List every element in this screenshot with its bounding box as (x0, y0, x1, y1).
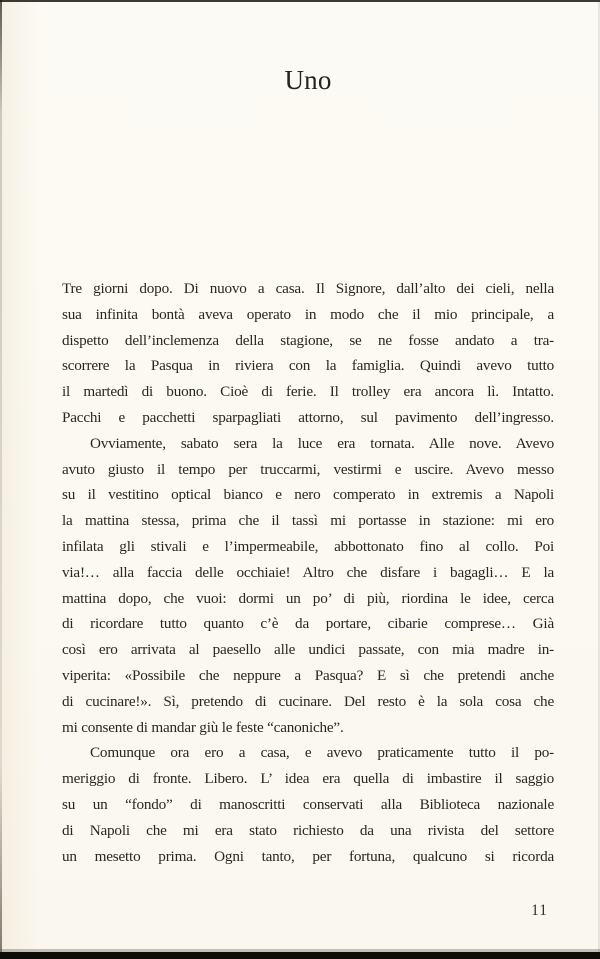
page-scan-tint (0, 0, 40, 959)
text-line: infilata gli stivali e l’impermeabile, abbottonato fino al collo. Poi (62, 537, 554, 555)
text-line: di cucinare!». Sì, pretendo di cucinare. Del resto è la sola cosa che (62, 692, 554, 710)
text-line: dispetto dell’inclemenza della stagione, se ne fosse andato a tra- (62, 331, 554, 349)
chapter-title: Uno (284, 65, 332, 95)
text-line: via!… alla faccia delle occhiaie! Altro che disfare i bagagli… E la (62, 563, 554, 581)
text-line: mi consente di mandar giù le feste “canoniche”. (62, 718, 344, 736)
paragraph (62, 431, 554, 741)
text-line: un mesetto prima. Ogni tanto, per fortuna, qualcuno si ricorda (62, 847, 554, 865)
page-number: 11 (531, 902, 548, 919)
scan-edge-top (0, 0, 600, 2)
text-line: mattina dopo, che vuoi: dormi un po’ di più, riordina le idee, cerca (62, 589, 554, 607)
text-line: su un “fondo” di manoscritti conservati alla Biblioteca nazionale (62, 795, 554, 813)
scan-edge-bottom (0, 952, 600, 959)
text-line: meriggio di fronte. Libero. L’ idea era quella di imbastire il saggio (62, 770, 554, 788)
scan-edge-left (0, 0, 2, 959)
text-line: così ero arrivata al paesello alle undici passate, con mia madre in- (62, 641, 554, 659)
text-line: la mattina stessa, prima che il tassì mi portasse in stazione: mi ero (62, 512, 554, 530)
text-line: avuto giusto il tempo per truccarmi, vestirmi e uscire. Avevo messo (62, 460, 554, 478)
text-line: Pacchi e pacchetti sparpagliati attorno, sul pavimento dell’ingresso. (62, 408, 554, 426)
text-line: Tre giorni dopo. Di nuovo a casa. Il Signore, dall’alto dei cieli, nella (62, 280, 554, 297)
text-line: il martedì di buono. Cioè di ferie. Il trolley era ancora lì. Intatto. (62, 383, 554, 401)
text-line: scorrere la Pasqua in riviera con la famiglia. Quindi avevo tutto (62, 357, 554, 375)
text-line: viperita: «Possibile che neppure a Pasqua? E sì che pretendi anche (62, 666, 554, 684)
paragraph (62, 740, 554, 869)
text-line: Ovviamente, sabato sera la luce era tornata. Alle nove. Avevo (90, 434, 554, 452)
paragraph (62, 276, 554, 431)
text-line: Comunque ora ero a casa, e avevo praticamente tutto il po- (90, 744, 554, 762)
text-line: di ricordare tutto quanto c’è da portare, cibarie comprese… Già (62, 615, 554, 633)
text-line: su il vestitino optical bianco e nero comperato in extremis a Napoli (62, 486, 554, 504)
text-line: di Napoli che mi era stato richiesto da una rivista del settore (62, 821, 554, 839)
body-text (62, 276, 554, 869)
text-line: sua infinita bontà aveva operato in modo che il mio principale, a (62, 305, 554, 323)
